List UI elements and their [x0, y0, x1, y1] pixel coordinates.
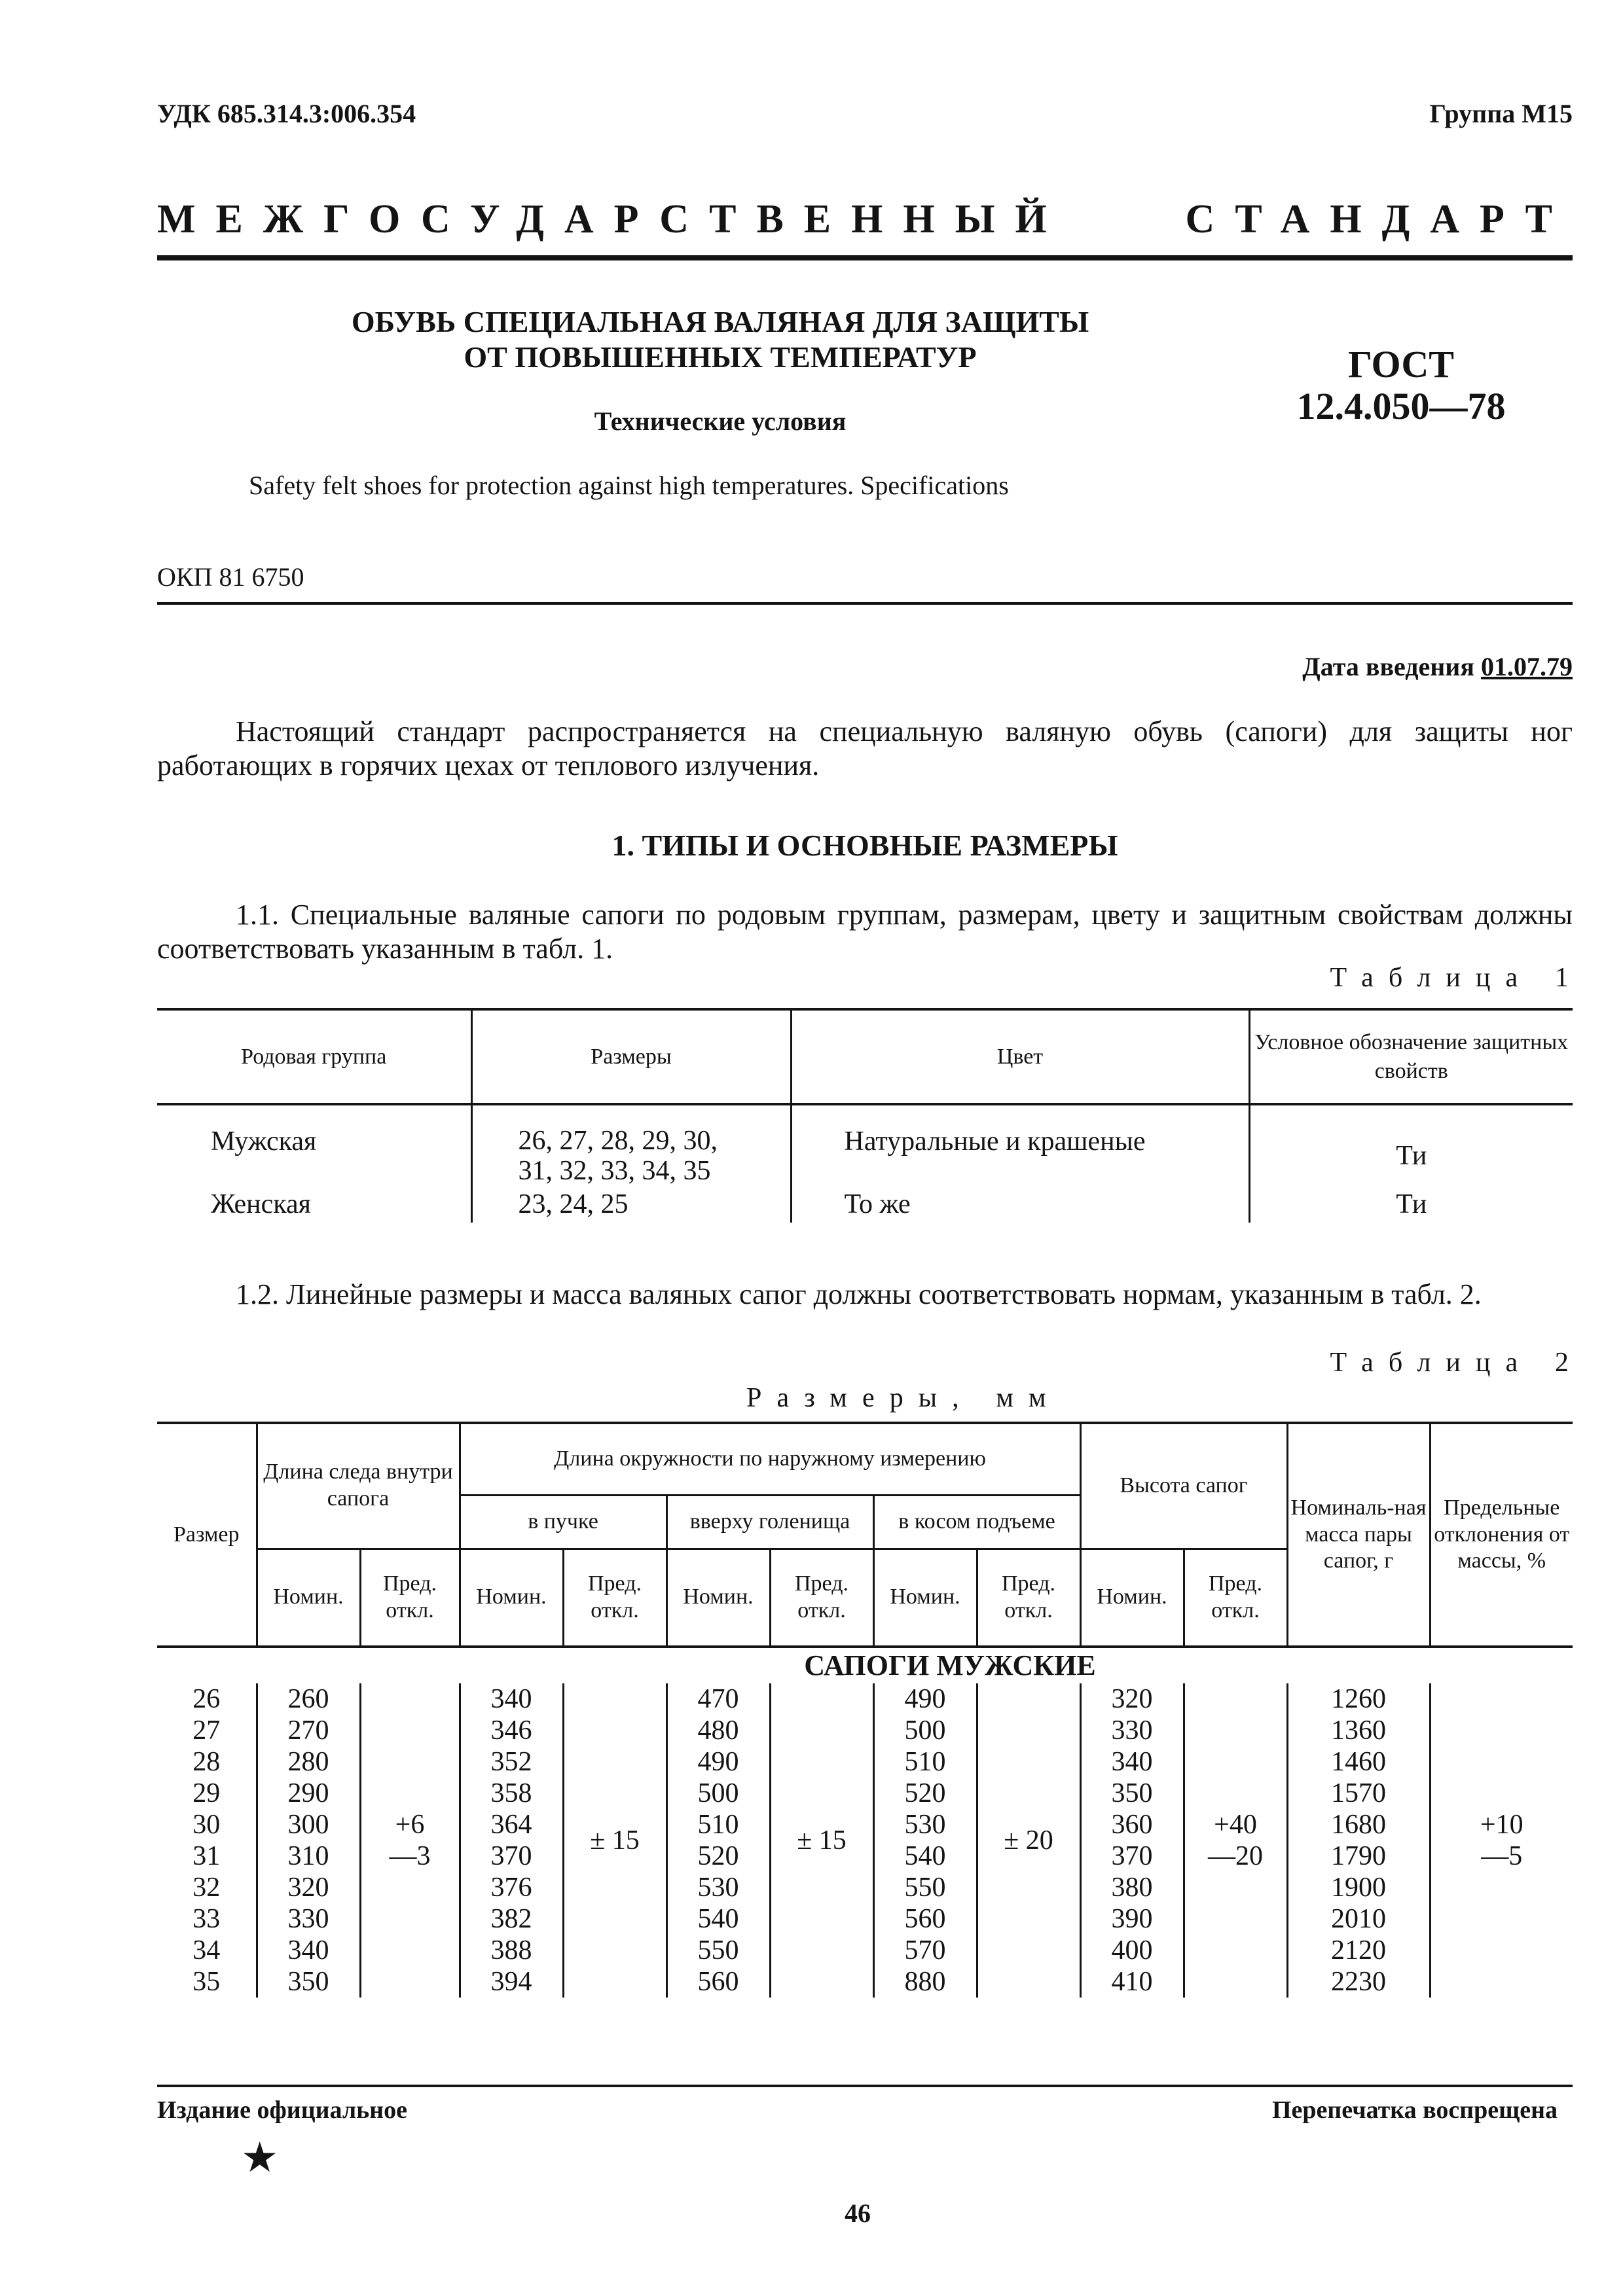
table2 [157, 1424, 1573, 1998]
intro-date-label: Дата введения [1302, 652, 1474, 681]
table1-caption: Таблица 1 [1330, 963, 1584, 993]
col-height-dev: +40 —20 [1184, 1683, 1287, 1998]
title [236, 304, 1205, 375]
title-line2: ОТ ПОВЫШЕННЫХ ТЕМПЕРАТУР [464, 340, 977, 374]
col-bundle-dev: ± 15 [563, 1683, 666, 1998]
table1-header-sizes: Размеры [471, 1011, 791, 1103]
table1 [157, 1011, 1573, 1223]
col-length-dev: +6 —3 [360, 1683, 460, 1998]
table1-cell-group: Мужская [211, 1126, 317, 1157]
header-top: вверху голенища [666, 1495, 873, 1549]
header-dev: Пред. откл. [1184, 1549, 1287, 1647]
table2-section-title: САПОГИ МУЖСКИЕ [804, 1649, 1096, 1681]
page-number: 46 [845, 2198, 871, 2228]
udk-code: УДК 685.314.3:006.354 [157, 99, 416, 128]
gost-label: ГОСТ [1348, 343, 1454, 386]
header-size: Размер [157, 1424, 257, 1647]
english-title: Safety felt shoes for protection against high temperatures. Specifications [249, 471, 1009, 500]
table1-cell-mark: Ти [1249, 1186, 1573, 1223]
table1-cell-sizes [471, 1126, 791, 1186]
table1-header-mark: Условное обозначение защитных свойств [1249, 1011, 1573, 1103]
table1-cell-mark: Ти [1249, 1126, 1573, 1186]
header-dev: Пред. откл. [563, 1549, 666, 1647]
table1-header-color: Цвет [791, 1011, 1249, 1103]
col-bundle-nom: 340 346 352 358 364 370 376 382 388 394 [460, 1683, 563, 1998]
header-dev: Пред. откл. [360, 1549, 460, 1647]
group-code: Группа М15 [1429, 99, 1573, 128]
header-nom: Номин. [257, 1549, 360, 1647]
table2-caption: Таблица 2 [1330, 1348, 1584, 1378]
col-length-nom: 260 270 280 290 300 310 320 330 340 350 [257, 1683, 360, 1998]
paragraph-1-1: 1.1. Специальные валяные сапоги по родовым группам, размерам, цвету и защитным свойствам должны соответствовать указанным в табл. 1. [157, 899, 1573, 965]
header-nom: Номин. [1080, 1549, 1184, 1647]
okp-rule [157, 602, 1573, 605]
header-bundle: в пучке [460, 1495, 666, 1549]
reprint-notice: Перепечатка воспрещена [1271, 2096, 1558, 2124]
header-mass: Номиналь-ная масса пары сапог, г [1287, 1424, 1430, 1647]
table-row [157, 1126, 1573, 1186]
header-dev: Пред. откл. [770, 1549, 873, 1647]
header-dev: Пред. откл. [977, 1549, 1080, 1647]
table-row [157, 1186, 1573, 1223]
intro-date [1302, 651, 1573, 682]
table2-units: Размеры, мм [746, 1383, 1061, 1413]
col-top-dev: ± 15 [770, 1683, 873, 1998]
paragraph-1-2: 1.2. Линейные размеры и масса валяных сапог должны соответствовать нормам, указанным в табл. 2. [236, 1278, 1482, 1310]
table1-header-group: Родовая группа [241, 1044, 387, 1069]
subtitle: Технические условия [594, 406, 847, 436]
header-rule [157, 255, 1573, 260]
header-nom: Номин. [460, 1549, 563, 1647]
intro-date-value: 01.07.79 [1481, 652, 1573, 681]
section-heading: 1. ТИПЫ И ОСНОВНЫЕ РАЗМЕРЫ [611, 829, 1118, 862]
col-mass: 1260 1360 1460 1570 1680 1790 1900 2010 2120 2230 [1287, 1683, 1430, 1998]
sizes-line-2: 31, 32, 33, 34, 35 [518, 1156, 711, 1186]
col-sizes: 26 27 28 29 30 31 32 33 34 35 [192, 1684, 221, 1997]
official-edition: Издание официальное [157, 2096, 408, 2124]
col-top-nom: 470 480 490 500 510 520 530 540 550 560 [666, 1683, 770, 1998]
header-length: Длина следа внутри сапога [257, 1424, 460, 1549]
table1-cell-color: То же [791, 1186, 1249, 1223]
table-row [157, 1683, 1573, 1998]
okp-code: ОКП 81 6750 [157, 562, 304, 592]
col-mass-dev: +10 —5 [1430, 1683, 1573, 1998]
col-instep-nom: 490 500 510 520 530 540 550 560 570 880 [873, 1683, 977, 1998]
table1-cell-color: Натуральные и крашеные [791, 1126, 1249, 1186]
footer-rule [157, 2085, 1573, 2087]
header-instep: в косом подъеме [873, 1495, 1080, 1549]
star-icon: ★ [241, 2134, 279, 2181]
col-height-nom: 320 330 340 350 360 370 380 390 400 410 [1080, 1683, 1184, 1998]
gost-designation [1283, 344, 1519, 427]
header-circumference: Длина окружности по наружному измерению [460, 1424, 1080, 1495]
header-mass-deviation: Предельные отклонения от массы, % [1430, 1424, 1573, 1647]
title-line1: ОБУВЬ СПЕЦИАЛЬНАЯ ВАЛЯНАЯ ДЛЯ ЗАЩИТЫ [351, 305, 1089, 338]
intro-paragraph: Настоящий стандарт распространяется на специальную валяную обувь (сапоги) для защиты ног работающих в горячих цехах от теплового излучения. [157, 715, 1573, 781]
gost-number: 12.4.050—78 [1296, 385, 1506, 427]
table1-cell-sizes: 23, 24, 25 [471, 1186, 791, 1223]
header-height: Высота сапог [1080, 1424, 1287, 1549]
header-nom: Номин. [873, 1549, 977, 1647]
header-nom: Номин. [666, 1549, 770, 1647]
table1-cell-group: Женская [211, 1189, 311, 1219]
col-instep-dev: ± 20 [977, 1683, 1080, 1998]
standard-type: МЕЖГОСУДАРСТВЕННЫЙ СТАНДАРТ [157, 197, 1573, 242]
sizes-line-1: 26, 27, 28, 29, 30, [518, 1126, 718, 1156]
